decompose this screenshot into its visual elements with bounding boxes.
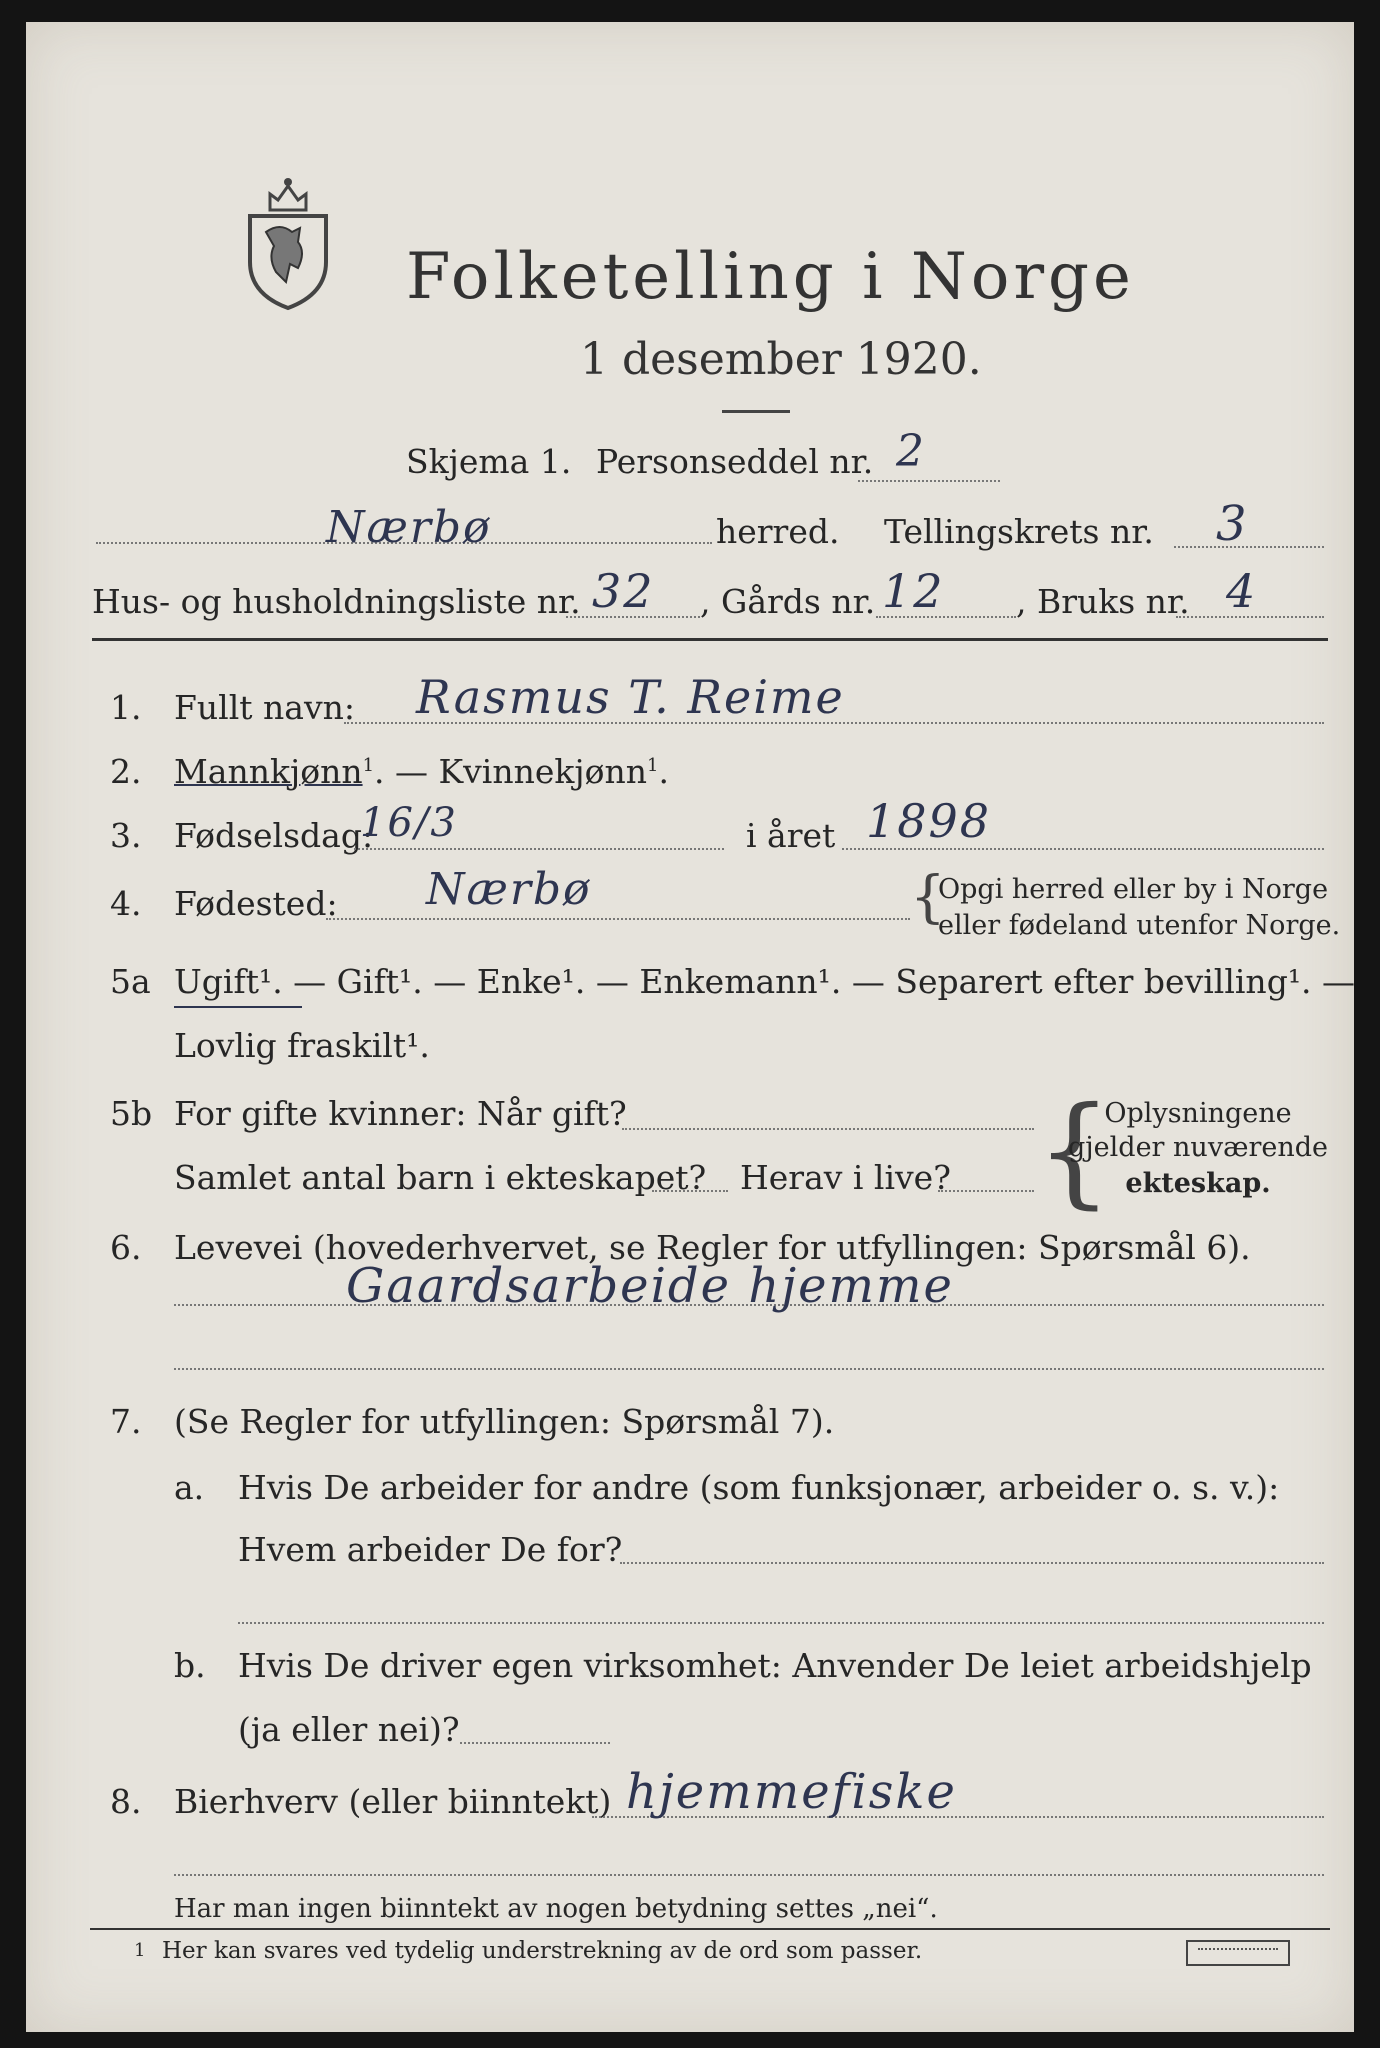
q1-number: 1. xyxy=(110,688,142,727)
q4-brace: { xyxy=(910,865,946,930)
q7b-line-1: Hvis De driver egen virksomhet: Anvender De leiet arbeidshjelp xyxy=(238,1646,1312,1685)
printer-stamp-icon xyxy=(1186,1940,1290,1966)
q5b-label-2a: Samlet antal barn i ekteskapet? xyxy=(174,1158,707,1197)
q5a-lovlig[interactable]: Lovlig fraskilt¹. xyxy=(174,1026,430,1065)
q7b-answer-line xyxy=(460,1742,610,1744)
q5b-line-2a xyxy=(652,1190,728,1192)
census-form xyxy=(26,22,1354,2032)
hus-value[interactable]: 32 xyxy=(592,564,655,618)
q5b-label-2b: Herav i live? xyxy=(740,1158,951,1197)
herred-value[interactable]: Nærbø xyxy=(326,502,492,553)
q5b-note-1: Oplysningene xyxy=(1104,1098,1292,1129)
q7a-answer-line-2 xyxy=(238,1622,1324,1624)
norwegian-coat-of-arms-icon xyxy=(240,172,336,312)
q6-label: Levevei (hovederhvervet, se Regler for utfyllingen: Spørsmål 6). xyxy=(174,1228,1251,1267)
q1-value[interactable]: Rasmus T. Reime xyxy=(416,670,845,724)
q7b-line-2: (ja eller nei)? xyxy=(238,1710,460,1749)
footnote-text: Her kan svares ved tydelig understrekning av de ord som passer. xyxy=(162,1938,923,1964)
q8-label: Bierhverv (eller biinntekt) xyxy=(174,1782,612,1821)
herred-label: herred. xyxy=(716,512,840,551)
q7b-letter: b. xyxy=(174,1646,206,1685)
form-title: Folketelling i Norge xyxy=(406,240,1135,314)
q7-number: 7. xyxy=(110,1402,142,1441)
q4-label: Fødested: xyxy=(174,884,338,923)
q5b-line-2b xyxy=(938,1190,1034,1192)
q3-day-line xyxy=(354,848,724,850)
footnote-number: 1 xyxy=(134,1940,146,1961)
q4-note-2: eller fødeland utenfor Norge. xyxy=(938,910,1341,941)
q3-day-value[interactable]: 16/3 xyxy=(360,800,458,846)
q4-number: 4. xyxy=(110,884,142,923)
q5b-note-3: ekteskap. xyxy=(1125,1168,1271,1199)
personseddel-value[interactable]: 2 xyxy=(896,426,926,477)
tellingskrets-line xyxy=(1174,546,1324,548)
q6-value[interactable]: Gaardsarbeide hjemme xyxy=(346,1258,954,1314)
ugift-underline xyxy=(174,1006,302,1008)
q3-year-label: i året xyxy=(746,816,836,855)
tellingskrets-label: Tellingskrets nr. xyxy=(884,512,1154,551)
hus-label: Hus- og husholdningsliste nr. xyxy=(92,582,581,621)
q5b-line-1 xyxy=(622,1128,1034,1130)
header-separator xyxy=(92,638,1328,641)
q2-sup-1: 1 xyxy=(362,755,375,776)
gards-label: , Gårds nr. xyxy=(700,582,876,621)
footer-separator xyxy=(90,1928,1330,1930)
title-divider xyxy=(722,410,790,413)
option-mannkjonn[interactable]: Mannkjønn xyxy=(174,752,363,791)
q5b-label-1: For gifte kvinner: Når gift? xyxy=(174,1094,627,1133)
q8-number: 8. xyxy=(110,1782,142,1821)
q3-year-line xyxy=(842,848,1324,850)
census-date: 1 desember 1920. xyxy=(580,334,982,385)
q5b-brace: { xyxy=(1036,1082,1113,1221)
option-kvinnekjonn[interactable]: Kvinnekjønn xyxy=(438,752,648,791)
q4-value[interactable]: Nærbø xyxy=(426,864,592,915)
q2-number: 2. xyxy=(110,752,142,791)
q4-line xyxy=(326,918,910,920)
q1-label: Fullt navn: xyxy=(174,688,355,727)
gards-value[interactable]: 12 xyxy=(882,564,945,618)
q7a-line-1: Hvis De arbeider for andre (som funksjonær, arbeider o. s. v.): xyxy=(238,1468,1280,1507)
q8-line-2 xyxy=(174,1874,1324,1876)
q3-year-value[interactable]: 1898 xyxy=(866,794,992,848)
personseddel-label: Personseddel nr. xyxy=(596,442,874,481)
bruks-value[interactable]: 4 xyxy=(1226,564,1258,618)
q8-value[interactable]: hjemmefiske xyxy=(626,1764,957,1820)
tellingskrets-value[interactable]: 3 xyxy=(1216,496,1249,552)
q7a-line-2: Hvem arbeider De for? xyxy=(238,1530,623,1569)
q5a-number: 5a xyxy=(110,962,151,1001)
q2-end: . xyxy=(658,752,669,791)
personseddel-line xyxy=(858,480,1000,482)
q2-options xyxy=(174,752,669,791)
q5a-options[interactable]: Ugift¹. — Gift¹. — Enke¹. — Enkemann¹. — Separert efter bevilling¹. — xyxy=(174,962,1356,1001)
q7-label: (Se Regler for utfyllingen: Spørsmål 7). xyxy=(174,1402,835,1441)
q3-number: 3. xyxy=(110,816,142,855)
skjema-label: Skjema 1. xyxy=(406,442,572,481)
q7a-answer-line-1 xyxy=(620,1562,1324,1564)
q6-line-2 xyxy=(174,1368,1324,1370)
footer-note: Har man ingen biinntekt av nogen betydning settes „nei“. xyxy=(174,1894,938,1924)
q6-number: 6. xyxy=(110,1228,142,1267)
q5b-note-2: gjelder nuværende xyxy=(1068,1132,1328,1163)
q4-note-1: Opgi herred eller by i Norge xyxy=(938,874,1329,905)
q3-label: Fødselsdag: xyxy=(174,816,374,855)
bruks-label: , Bruks nr. xyxy=(1016,582,1190,621)
q5b-number: 5b xyxy=(110,1094,153,1133)
q2-separator: . — xyxy=(374,752,429,791)
q2-sup-2: 1 xyxy=(647,755,659,776)
q7a-letter: a. xyxy=(174,1468,205,1507)
